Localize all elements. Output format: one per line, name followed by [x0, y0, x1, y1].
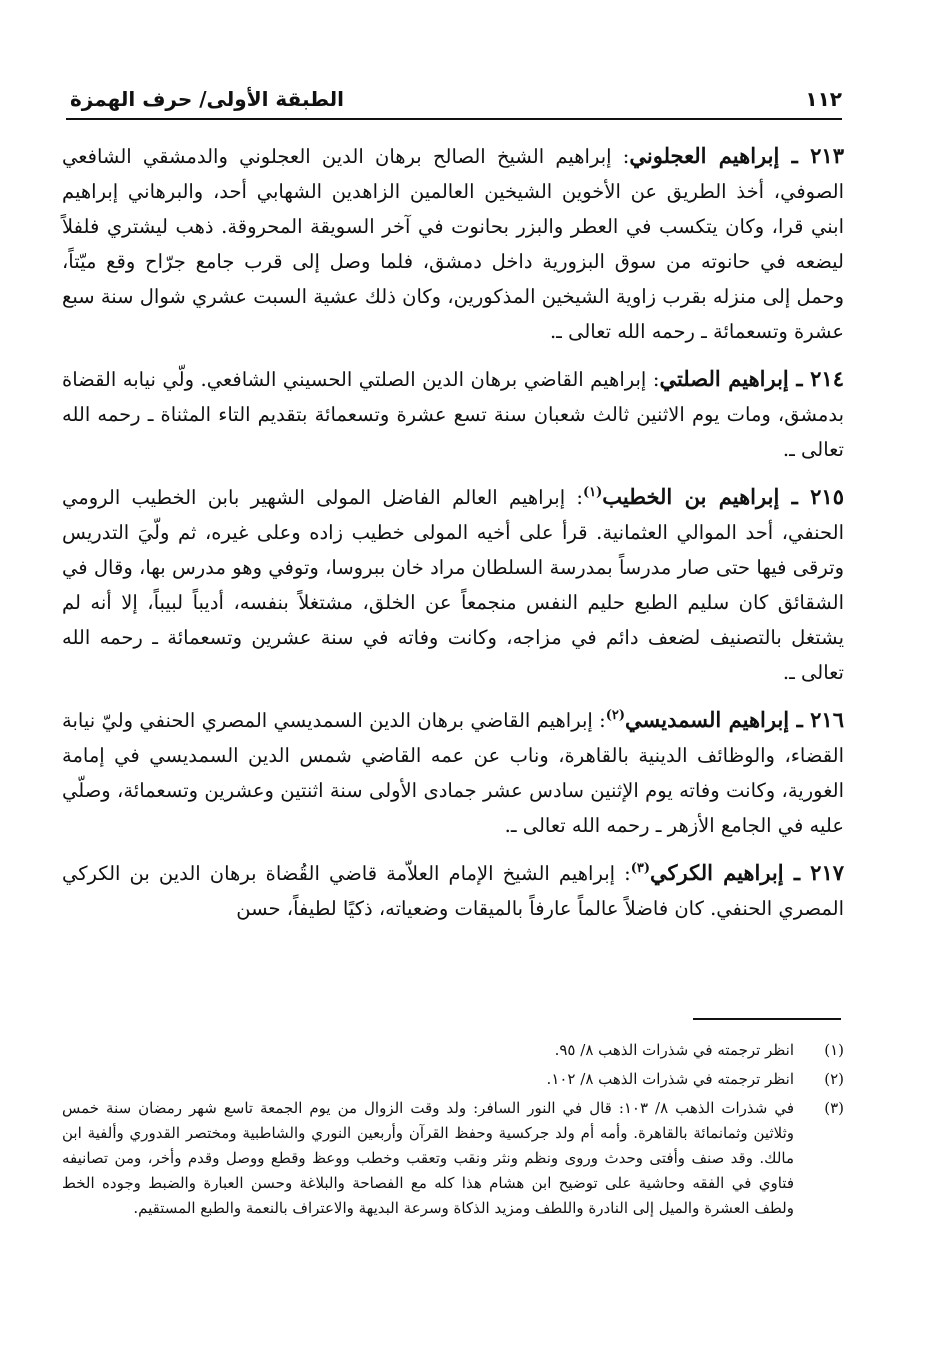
entry-number: ٢١٥: [810, 484, 844, 509]
entry-name: إبراهيم العجلوني: [629, 143, 780, 168]
entry-heading: ٢١٧ ـ إبراهيم الكركي$^{(٣)}$: [630, 860, 845, 885]
entry-number: ٢١٧: [810, 860, 845, 885]
entry-text: إبراهيم القاضي برهان الدين السمديسي المصري الحنفي وليّ نيابة القضاء، والوظائف الدينية بالقاهرة، وناب عن عمه القاضي شمس الدين السمديسي في إمامة الغورية، وكانت وفاته يوم الإثنين سادس عشر جمادى الأولى سنة اثنتين وعشرين وتسعمائة، وصلّي عليه في الجامع الأزهر ـ رحمه الله تعالى ـ.: [62, 709, 844, 837]
entry-heading: ٢١٤ ـ إبراهيم الصلتي: [659, 366, 844, 391]
entry-text: إبراهيم الشيخ الإمام العلاّمة قاضي القُضاة برهان الدين بن الكركي المصري الحنفي. كان فاضلاً عالماً عارفاً بالميقات وضعياته، ذكيًا لطيفاً، حسن: [62, 862, 844, 920]
footnote-reference[interactable]: (١): [582, 485, 603, 500]
entry-name: إبراهيم الكركي: [650, 860, 784, 885]
footnote-reference[interactable]: (٣): [630, 861, 651, 876]
header-rule: [66, 118, 842, 120]
entry-number: ٢١٣: [810, 143, 844, 168]
footnote-reference[interactable]: (٢): [605, 708, 626, 723]
footnote-separator: [693, 1018, 841, 1020]
page-number: ١١٢: [805, 87, 842, 111]
footnote: [62, 1038, 844, 1063]
biography-entry: ٢١٥ ـ إبراهيم بن الخطيب$^{(١)}$: إبراهيم العالم الفاضل المولى الشهير بابن الخطيب الرومي الحنفي، أحد الموالي العثمانية. قرأ على أخيه المولى خطيب زاده وعلى غيره، ثم ولّيَ التدريس وترقى فيها حتى صار مدرساً بمدرسة السلطان مراد خان ببروسا، وتوفي وهو مدرس بها، وقال في الشقائق كان سليم الطبع حليم النفس منجمعاً عن الخلق، مشتغلاً بنفسه، أديباً لبيباً، إلا أنه لم يشتغل بالتصنيف لضعف دائم في مزاجه، وكانت وفاته في سنة عشرين وتسعمائة ـ رحمه الله تعالى ـ.: [62, 484, 844, 684]
entry-name: إبراهيم بن الخطيب: [602, 484, 780, 509]
entry-heading: ٢١٣ ـ إبراهيم العجلوني: [629, 143, 844, 168]
entry-heading: ٢١٥ ـ إبراهيم بن الخطيب$^{(١)}$: [582, 484, 844, 509]
footnote-number: (١): [824, 1041, 844, 1059]
biography-entry: ٢١٦ ـ إبراهيم السمديسي$^{(٢)}$: إبراهيم القاضي برهان الدين السمديسي المصري الحنفي وليّ نيابة القضاء، والوظائف الدينية بالقاهرة، وناب عن عمه القاضي شمس الدين السمديسي في إمامة الغورية، وكانت وفاته يوم الإثنين سادس عشر جمادى الأولى سنة اثنتين وعشرين وتسعمائة، وصلّي عليه في الجامع الأزهر ـ رحمه الله تعالى ـ.: [62, 707, 844, 837]
footnote-text: في شذرات الذهب ٨/ ١٠٣: قال في النور السافر: ولد وقت الزوال من يوم الجمعة تاسع شهر رمضان سنة خمس وثلاثين وثمانمائة بالقاهرة. وأمه أم ولد جركسية وحفظ القرآن وأربعين النوري والشاطبية ومختصر القدوري وألفية ابن مالك. وقد صنف وأفتى وحدث وروى ونظم ونثر ونقب وتعقب وخطب ووعظ وقطع ووصل وقدم وأخر، ومن تصانيفه فتاوي في الفقه وحاشية على توضيح ابن هشام هذا كله مع الفصاحة والبلاغة وحسن العبارة والضبط وجوده الخط ولطف العشرة والميل إلى النادرة واللطف ومزيد الذكاة وسرعة البديهة والاعتراف بالنعمة والطبع المستقيم.: [62, 1099, 795, 1217]
biography-entries: [62, 138, 844, 938]
entry-number: ٢١٦: [810, 707, 844, 732]
entry-number: ٢١٤: [810, 366, 844, 391]
footnote-text: انظر ترجمته في شذرات الذهب ٨/ ٩٥.: [554, 1041, 794, 1059]
footnote: [62, 1067, 844, 1092]
biography-entry: ٢١٣ ـ إبراهيم العجلوني: إبراهيم الشيخ الصالح برهان الدين العجلوني والدمشقي الشافعي الصوفي، أخذ الطريق عن الأخوين الشيخين العالمين الزاهدين الشهابي أحد، والبرهاني إبراهيم ابني قرا، وكان يتكسب في العطر والبزر بحانوت في آخر السويقة المحروقة. ذهب ليشتري فلفلاً ليضعه في حانوته من سوق البزورية داخل دمشق، فلما وصل إلى قرب جامع جرّاح وقع ميّتاً، وحمل إلى منزله بقرب زاوية الشيخين المذكورين، وكان ذلك عشية السبت عشري شوال سنة سبع عشرة وتسعمائة ـ رحمه الله تعالى ـ.: [62, 143, 844, 343]
footnote: [62, 1096, 844, 1221]
footnote-number: (٢): [824, 1070, 844, 1088]
entry-text: إبراهيم الشيخ الصالح برهان الدين العجلوني والدمشقي الشافعي الصوفي، أخذ الطريق عن الأخوين الشيخين العالمين الزاهدين الشهابي أحد، والبرهاني إبراهيم ابني قرا، وكان يتكسب في العطر والبزر بحانوت في آخر السويقة المحروقة. ذهب ليشتري فلفلاً ليضعه في حانوته من سوق البزورية داخل دمشق، فلما وصل إلى قرب جامع جرّاح وقع ميّتاً، وحمل إلى منزله بقرب زاوية الشيخين المذكورين، وكان ذلك عشية السبت عشري شوال سنة سبع عشرة وتسعمائة ـ رحمه الله تعالى ـ.: [62, 145, 844, 343]
footnote-text: انظر ترجمته في شذرات الذهب ٨/ ١٠٢.: [546, 1070, 794, 1088]
biography-entry: ٢١٧ ـ إبراهيم الكركي$^{(٣)}$: إبراهيم الشيخ الإمام العلاّمة قاضي القُضاة برهان الدين بن الكركي المصري الحنفي. كان فاضلاً عالماً عارفاً بالميقات وضعياته، ذكيًا لطيفاً، حسن: [62, 860, 845, 920]
entry-text: إبراهيم العالم الفاضل المولى الشهير بابن الخطيب الرومي الحنفي، أحد الموالي العثمانية. قرأ على أخيه المولى خطيب زاده وعلى غيره، ثم ولّيَ التدريس وترقى فيها حتى صار مدرساً بمدرسة السلطان مراد خان ببروسا، وتوفي وهو مدرس بها، وقال في الشقائق كان سليم الطبع حليم النفس منجمعاً عن الخلق، مشتغلاً بنفسه، أديباً لبيباً، إلا أنه لم يشتغل بالتصنيف لضعف دائم في مزاجه، وكانت وفاته في سنة عشرين وتسعمائة ـ رحمه الله تعالى ـ.: [62, 486, 844, 684]
entry-text: إبراهيم القاضي برهان الدين الصلتي الحسيني الشافعي. ولّي نيابه القضاة بدمشق، ومات يوم الاثنين ثالث شعبان سنة تسع عشرة وتسعمائة بتقديم التاء المثناة ـ رحمه الله تعالى ـ.: [62, 368, 844, 461]
entry-name: إبراهيم الصلتي: [659, 366, 789, 391]
footnotes: [62, 1038, 844, 1225]
running-title: الطبقة الأولى/ حرف الهمزة: [70, 87, 344, 111]
entry-heading: ٢١٦ ـ إبراهيم السمديسي$^{(٢)}$: [605, 707, 844, 732]
biography-entry: ٢١٤ ـ إبراهيم الصلتي: إبراهيم القاضي برهان الدين الصلتي الحسيني الشافعي. ولّي نيابه القضاة بدمشق، ومات يوم الاثنين ثالث شعبان سنة تسع عشرة وتسعمائة بتقديم التاء المثناة ـ رحمه الله تعالى ـ.: [62, 366, 844, 461]
entry-name: إبراهيم السمديسي: [625, 707, 790, 732]
footnote-number: (٣): [824, 1099, 844, 1117]
page-header: [70, 82, 842, 116]
